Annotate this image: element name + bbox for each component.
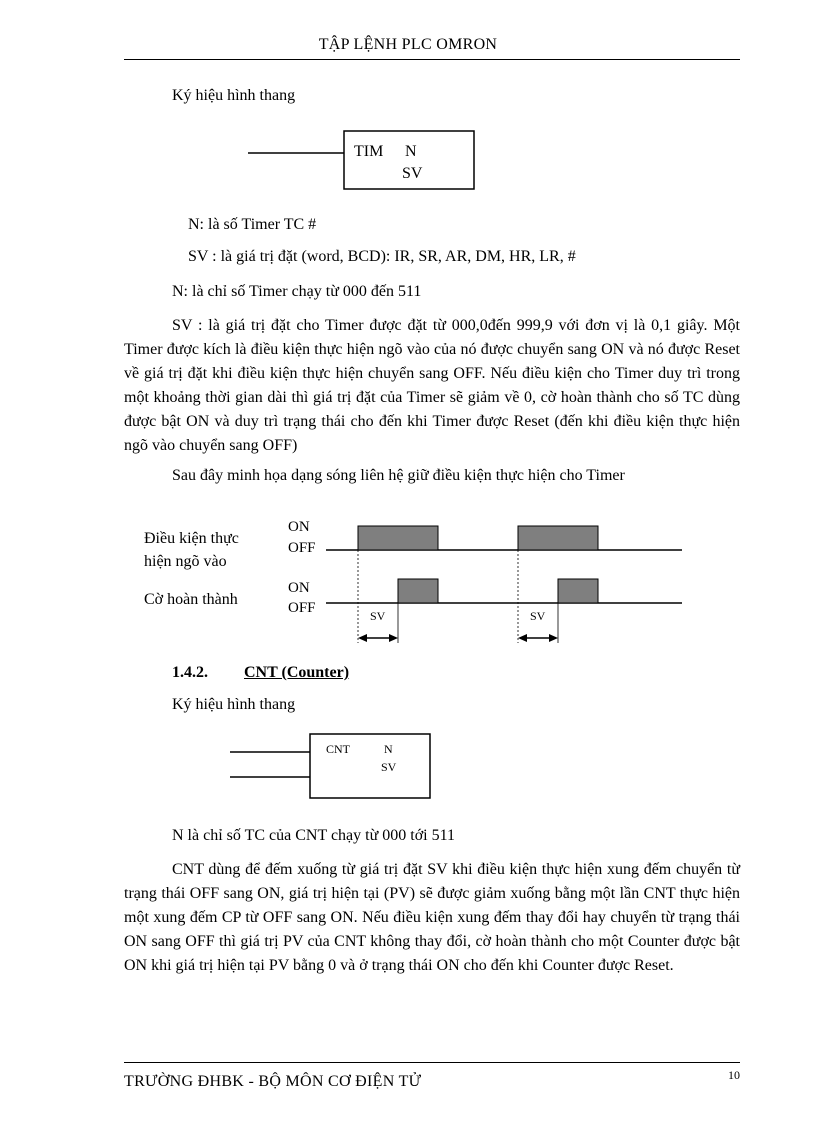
input-off-label: OFF xyxy=(288,540,316,556)
counter-n-range: N là chỉ số TC của CNT chạy từ 000 tới 511 xyxy=(172,827,456,844)
timer-n-range: N: là chỉ số Timer chạy từ 000 đến 511 xyxy=(172,283,422,300)
footer-text: TRƯỜNG ĐHBK - BỘ MÔN CƠ ĐIỆN TỬ xyxy=(124,1073,422,1090)
input-on-label: ON xyxy=(288,519,310,535)
footer-rule xyxy=(124,1062,740,1063)
timer-sv-description: SV : là giá trị đặt (word, BCD): IR, SR, AR, DM, HR, LR, # xyxy=(188,248,576,265)
counter-ladder-symbol xyxy=(226,730,436,802)
flag-off-label: OFF xyxy=(288,600,316,616)
timer-ladder-label: Ký hiệu hình thang xyxy=(172,87,296,104)
input-label-line1: Điều kiện thực xyxy=(144,530,239,547)
timer-ladder-symbol xyxy=(240,126,480,194)
counter-ladder-label: Ký hiệu hình thang xyxy=(172,696,296,713)
header-rule xyxy=(124,59,740,60)
timer-box-sv: SV xyxy=(402,165,423,182)
input-pulse-1 xyxy=(358,526,438,550)
input-label-line2: hiện ngõ vào xyxy=(144,553,227,570)
timer-waveform-diagram xyxy=(124,510,704,650)
timer-box-name: TIM xyxy=(354,143,384,160)
sv-label-1: SV xyxy=(370,609,386,623)
counter-section-number: 1.4.2. xyxy=(172,664,208,681)
input-pulse-2 xyxy=(518,526,598,550)
counter-box-name: CNT xyxy=(326,742,350,756)
sv-label-2: SV xyxy=(530,609,546,623)
counter-box-n: N xyxy=(384,742,393,756)
flag-on-label: ON xyxy=(288,580,310,596)
flag-label: Cờ hoàn thành xyxy=(144,591,238,608)
page-header-title: TẬP LỆNH PLC OMRON xyxy=(318,36,498,53)
timer-paragraph: SV : là giá trị đặt cho Timer được đặt từ 000,0đến 999,9 với đơn vị là 0,1 giây. Một Timer được kích là điều kiện thực hiện ngõ vào của nó được chuyển sang ON và nó được Reset về giá trị đặt khi điều kiện thực hiện chuyển sang OFF. Nếu điều kiện cho Timer duy trì trong một khoảng thời gian dài thì giá trị đặt của Timer sẽ giảm về 0, cờ hoàn thành cho số TC dùng được bật ON và duy trì trạng thái cho đến khi Timer được Reset (đến khi điều kiện thực hiện ngõ vào chuyển sang OFF) xyxy=(124,317,740,454)
timer-box-n: N xyxy=(405,143,417,160)
counter-paragraph: CNT dùng để đếm xuống từ giá trị đặt SV khi điều kiện thực hiện xung đếm chuyển từ trạng thái OFF sang ON, giá trị hiện tại (PV) sẽ được giảm xuống bằng một lần CNT thực hiện một xung đếm CP từ OFF sang ON. Nếu điều kiện xung đếm thay đổi hay chuyển từ trạng thái ON sang OFF thì giá trị PV của CNT không thay đổi, cờ hoàn thành cho một Counter được bật ON khi giá trị hiện tại PV bằng 0 và ở trạng thái ON cho đến khi Counter được Reset. xyxy=(124,861,740,974)
flag-pulse-1 xyxy=(398,579,438,603)
timer-n-description: N: là số Timer TC # xyxy=(188,216,317,233)
flag-pulse-2 xyxy=(558,579,598,603)
waveform-intro: Sau đây minh họa dạng sóng liên hệ giữ điều kiện thực hiện cho Timer xyxy=(172,467,625,484)
counter-box-sv: SV xyxy=(381,760,397,774)
counter-section-title: CNT (Counter) xyxy=(244,664,350,681)
page-number: 10 xyxy=(728,1068,740,1082)
